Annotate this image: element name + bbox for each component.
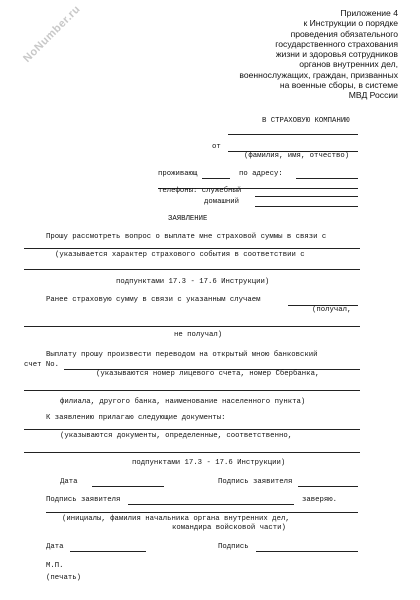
appendix-line: жизни и здоровья сотрудников <box>275 49 398 60</box>
appendix-line: проведения обязательного <box>290 28 398 39</box>
event-line <box>24 248 360 249</box>
previously-text: Ранее страховую сумму в связи с указанным случаем <box>46 296 261 304</box>
account-hint-1: (указываются номер лицевого счета, номер Сбербанка, <box>96 370 320 378</box>
appendix-line: органов внутренних дел, <box>299 59 398 70</box>
docs-line-2 <box>24 452 360 453</box>
certify-label: заверяю. <box>302 496 338 504</box>
address-line <box>296 178 358 179</box>
subpoints-hint-1: подпунктами 17.3 - 17.6 Инструкции) <box>116 278 270 286</box>
applicant-sign-label-2: Подпись заявителя <box>46 496 121 504</box>
account-hint-2: филиала, другого банка, наименование населенного пункта) <box>60 398 306 406</box>
appendix-line: к Инструкции о порядке <box>303 18 398 29</box>
appendix-line: военнослужащих, граждан, призванных <box>239 69 398 80</box>
appendix-line: Приложение 4 <box>340 8 398 18</box>
home-phone-line <box>255 206 358 207</box>
received-line-2 <box>24 326 360 327</box>
appendix-line: МВД России <box>348 90 398 101</box>
sign-line <box>256 551 358 552</box>
date-line-1 <box>92 486 164 487</box>
date-label-2: Дата <box>46 543 64 551</box>
applicant-sign-line <box>298 486 358 487</box>
docs-line <box>24 429 360 430</box>
account-label: счет No. <box>24 361 60 369</box>
account-line-2 <box>24 390 360 391</box>
company-name-line <box>228 134 358 135</box>
stamp-label: М.П. <box>46 562 64 570</box>
watermark: NoNumber.ru <box>21 3 83 65</box>
home-phone-label: домашний <box>204 198 240 206</box>
work-phone-label: телефоны: служебный <box>158 187 242 195</box>
fio-hint: (фамилия, имя, отчество) <box>244 152 350 160</box>
to-company-label: В СТРАХОВУЮ КОМПАНИЮ <box>262 117 350 125</box>
docs-hint: (указываются документы, определенные, соответственно, <box>60 432 293 440</box>
document-title: ЗАЯВЛЕНИЕ <box>168 215 208 223</box>
request-text: Прошу рассмотреть вопрос о выплате мне страховой суммы в связи с <box>46 233 327 241</box>
received-hint: (получал, <box>312 306 352 314</box>
subpoints-hint-2: подпунктами 17.3 - 17.6 Инструкции) <box>132 459 286 467</box>
not-received-hint: не получал) <box>174 331 223 339</box>
work-phone-line <box>255 196 358 197</box>
date-label-1: Дата <box>60 478 78 486</box>
appendix-line: государственного страхования <box>275 38 398 49</box>
sign-label: Подпись <box>218 543 249 551</box>
attach-text: К заявлению прилагаю следующие документы: <box>46 414 226 422</box>
date-line-2 <box>70 551 146 552</box>
from-label: от <box>212 143 221 151</box>
payment-text: Выплату прошу произвести переводом на открытый мною банковский <box>46 351 318 359</box>
address-label: по адресу: <box>239 170 283 178</box>
appendix-line: на военные сборы, в системе <box>279 80 398 91</box>
event-line-2 <box>24 269 360 270</box>
applicant-sign-line-2 <box>128 504 294 505</box>
chief-hint-2: командира войсковой части) <box>172 524 286 532</box>
applicant-sign-label: Подпись заявителя <box>218 478 293 486</box>
appendix-block <box>188 8 398 101</box>
chief-hint-1: (инициалы, фамилия начальника органа внутренних дел, <box>62 515 290 523</box>
event-hint: (указывается характер страхового события в соответствии с <box>55 251 305 259</box>
chief-line <box>46 512 358 513</box>
residing-label: проживающ <box>158 170 198 178</box>
stamp-hint: (печать) <box>46 574 82 582</box>
residing-suffix-line <box>202 178 230 179</box>
